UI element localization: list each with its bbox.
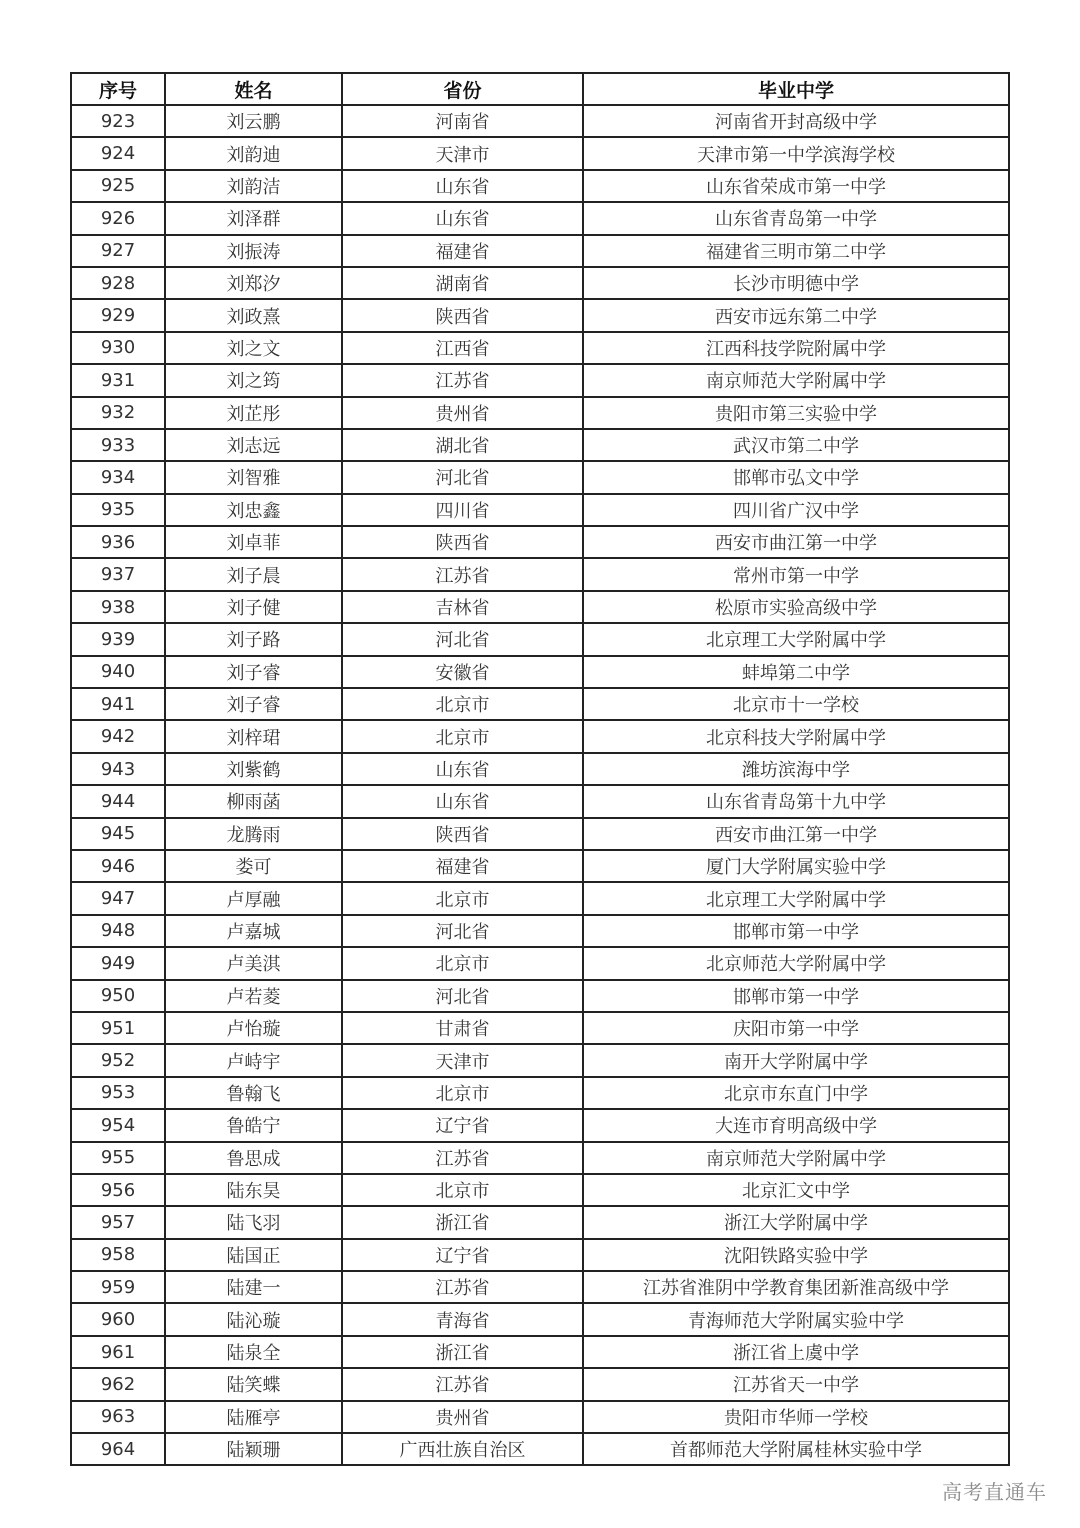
cell-serial-number: 947: [71, 882, 165, 914]
cell-high-school: 厦门大学附属实验中学: [583, 850, 1009, 882]
cell-serial-number: 964: [71, 1433, 165, 1465]
cell-name: 陆雁亭: [165, 1401, 342, 1433]
cell-province: 北京市: [342, 1174, 583, 1206]
table-row: [71, 1303, 1009, 1335]
cell-province: 贵州省: [342, 1401, 583, 1433]
table-row: [71, 850, 1009, 882]
table-row: [71, 494, 1009, 526]
table-row: [71, 137, 1009, 169]
cell-name: 卢峙宇: [165, 1044, 342, 1076]
cell-province: 山东省: [342, 785, 583, 817]
table-row: [71, 1174, 1009, 1206]
cell-province: 辽宁省: [342, 1109, 583, 1141]
cell-province: 江苏省: [342, 1142, 583, 1174]
cell-serial-number: 958: [71, 1239, 165, 1271]
cell-province: 福建省: [342, 235, 583, 267]
cell-high-school: 江西科技学院附属中学: [583, 332, 1009, 364]
cell-high-school: 浙江大学附属中学: [583, 1206, 1009, 1238]
table-row: [71, 202, 1009, 234]
cell-province: 福建省: [342, 850, 583, 882]
table-row: [71, 332, 1009, 364]
cell-high-school: 江苏省天一中学: [583, 1368, 1009, 1400]
cell-high-school: 西安市曲江第一中学: [583, 526, 1009, 558]
table-row: [71, 753, 1009, 785]
cell-serial-number: 939: [71, 623, 165, 655]
cell-serial-number: 931: [71, 364, 165, 396]
cell-serial-number: 934: [71, 461, 165, 493]
cell-high-school: 西安市远东第二中学: [583, 299, 1009, 331]
table-row: [71, 818, 1009, 850]
cell-province: 广西壮族自治区: [342, 1433, 583, 1465]
cell-name: 刘卓菲: [165, 526, 342, 558]
table-row: [71, 980, 1009, 1012]
cell-serial-number: 930: [71, 332, 165, 364]
cell-high-school: 长沙市明德中学: [583, 267, 1009, 299]
cell-high-school: 北京市十一学校: [583, 688, 1009, 720]
cell-high-school: 山东省青岛第一中学: [583, 202, 1009, 234]
cell-serial-number: 936: [71, 526, 165, 558]
cell-province: 河北省: [342, 915, 583, 947]
cell-name: 刘政熹: [165, 299, 342, 331]
table-row: [71, 623, 1009, 655]
cell-high-school: 北京汇文中学: [583, 1174, 1009, 1206]
header-name: 姓名: [165, 73, 342, 105]
table-row: [71, 235, 1009, 267]
table-row: [71, 720, 1009, 752]
cell-high-school: 天津市第一中学滨海学校: [583, 137, 1009, 169]
table-row: [71, 364, 1009, 396]
cell-province: 湖南省: [342, 267, 583, 299]
cell-province: 河南省: [342, 105, 583, 137]
cell-name: 刘芷彤: [165, 397, 342, 429]
cell-high-school: 福建省三明市第二中学: [583, 235, 1009, 267]
cell-name: 陆泉全: [165, 1336, 342, 1368]
table-row: [71, 299, 1009, 331]
cell-province: 北京市: [342, 882, 583, 914]
cell-high-school: 南京师范大学附属中学: [583, 364, 1009, 396]
cell-name: 刘志远: [165, 429, 342, 461]
cell-high-school: 潍坊滨海中学: [583, 753, 1009, 785]
cell-name: 卢若菱: [165, 980, 342, 1012]
cell-serial-number: 932: [71, 397, 165, 429]
table-row: [71, 1433, 1009, 1465]
cell-province: 天津市: [342, 1044, 583, 1076]
cell-high-school: 北京科技大学附属中学: [583, 720, 1009, 752]
cell-serial-number: 962: [71, 1368, 165, 1400]
cell-serial-number: 950: [71, 980, 165, 1012]
header-serial-number: 序号: [71, 73, 165, 105]
table-row: [71, 1077, 1009, 1109]
cell-province: 山东省: [342, 202, 583, 234]
table-row: [71, 461, 1009, 493]
cell-province: 河北省: [342, 461, 583, 493]
cell-serial-number: 949: [71, 947, 165, 979]
cell-high-school: 江苏省淮阴中学教育集团新淮高级中学: [583, 1271, 1009, 1303]
cell-high-school: 常州市第一中学: [583, 558, 1009, 590]
cell-high-school: 四川省广汉中学: [583, 494, 1009, 526]
cell-province: 北京市: [342, 688, 583, 720]
cell-province: 青海省: [342, 1303, 583, 1335]
table-row: [71, 397, 1009, 429]
cell-serial-number: 928: [71, 267, 165, 299]
cell-name: 刘紫鹤: [165, 753, 342, 785]
cell-high-school: 北京理工大学附属中学: [583, 882, 1009, 914]
cell-high-school: 大连市育明高级中学: [583, 1109, 1009, 1141]
cell-province: 陕西省: [342, 818, 583, 850]
cell-province: 江苏省: [342, 558, 583, 590]
cell-serial-number: 959: [71, 1271, 165, 1303]
cell-name: 陆笑蝶: [165, 1368, 342, 1400]
header-high-school: 毕业中学: [583, 73, 1009, 105]
cell-name: 陆国正: [165, 1239, 342, 1271]
cell-high-school: 山东省青岛第十九中学: [583, 785, 1009, 817]
cell-name: 刘子睿: [165, 656, 342, 688]
cell-serial-number: 923: [71, 105, 165, 137]
cell-serial-number: 960: [71, 1303, 165, 1335]
cell-high-school: 贵阳市华师一学校: [583, 1401, 1009, 1433]
cell-province: 陕西省: [342, 526, 583, 558]
cell-province: 浙江省: [342, 1336, 583, 1368]
table-row: [71, 1109, 1009, 1141]
table-row: [71, 882, 1009, 914]
header-province: 省份: [342, 73, 583, 105]
cell-serial-number: 943: [71, 753, 165, 785]
cell-province: 安徽省: [342, 656, 583, 688]
cell-province: 江苏省: [342, 1271, 583, 1303]
cell-high-school: 邯郸市第一中学: [583, 915, 1009, 947]
table-row: [71, 1271, 1009, 1303]
table-row: [71, 1044, 1009, 1076]
cell-high-school: 蚌埠第二中学: [583, 656, 1009, 688]
cell-name: 刘子睿: [165, 688, 342, 720]
cell-province: 河北省: [342, 980, 583, 1012]
cell-serial-number: 935: [71, 494, 165, 526]
cell-name: 鲁皓宁: [165, 1109, 342, 1141]
cell-name: 陆沁璇: [165, 1303, 342, 1335]
cell-serial-number: 954: [71, 1109, 165, 1141]
cell-high-school: 山东省荣成市第一中学: [583, 170, 1009, 202]
cell-high-school: 北京师范大学附属中学: [583, 947, 1009, 979]
cell-province: 甘肃省: [342, 1012, 583, 1044]
cell-serial-number: 942: [71, 720, 165, 752]
table-row: [71, 170, 1009, 202]
cell-serial-number: 945: [71, 818, 165, 850]
table-row: [71, 1206, 1009, 1238]
cell-province: 浙江省: [342, 1206, 583, 1238]
cell-high-school: 北京理工大学附属中学: [583, 623, 1009, 655]
cell-name: 娄可: [165, 850, 342, 882]
table-body: [71, 105, 1009, 1465]
cell-province: 河北省: [342, 623, 583, 655]
cell-serial-number: 952: [71, 1044, 165, 1076]
cell-high-school: 河南省开封高级中学: [583, 105, 1009, 137]
cell-serial-number: 925: [71, 170, 165, 202]
cell-serial-number: 944: [71, 785, 165, 817]
cell-province: 山东省: [342, 753, 583, 785]
cell-province: 湖北省: [342, 429, 583, 461]
cell-name: 龙腾雨: [165, 818, 342, 850]
cell-serial-number: 926: [71, 202, 165, 234]
cell-province: 四川省: [342, 494, 583, 526]
cell-name: 刘泽群: [165, 202, 342, 234]
cell-name: 刘之文: [165, 332, 342, 364]
cell-name: 卢嘉城: [165, 915, 342, 947]
table-row: [71, 105, 1009, 137]
cell-name: 陆颖珊: [165, 1433, 342, 1465]
cell-high-school: 沈阳铁路实验中学: [583, 1239, 1009, 1271]
table-row: [71, 1368, 1009, 1400]
cell-serial-number: 953: [71, 1077, 165, 1109]
cell-high-school: 西安市曲江第一中学: [583, 818, 1009, 850]
cell-serial-number: 937: [71, 558, 165, 590]
cell-serial-number: 938: [71, 591, 165, 623]
cell-high-school: 青海师范大学附属实验中学: [583, 1303, 1009, 1335]
cell-province: 北京市: [342, 720, 583, 752]
cell-province: 江苏省: [342, 364, 583, 396]
cell-serial-number: 927: [71, 235, 165, 267]
cell-high-school: 邯郸市第一中学: [583, 980, 1009, 1012]
cell-high-school: 首都师范大学附属桂林实验中学: [583, 1433, 1009, 1465]
cell-serial-number: 924: [71, 137, 165, 169]
cell-name: 陆飞羽: [165, 1206, 342, 1238]
cell-serial-number: 946: [71, 850, 165, 882]
table-row: [71, 688, 1009, 720]
cell-name: 刘之筠: [165, 364, 342, 396]
cell-name: 刘韵洁: [165, 170, 342, 202]
cell-name: 刘子路: [165, 623, 342, 655]
cell-high-school: 浙江省上虞中学: [583, 1336, 1009, 1368]
cell-name: 刘郑汐: [165, 267, 342, 299]
cell-name: 卢厚融: [165, 882, 342, 914]
cell-serial-number: 956: [71, 1174, 165, 1206]
cell-high-school: 松原市实验高级中学: [583, 591, 1009, 623]
cell-province: 江苏省: [342, 1368, 583, 1400]
cell-province: 山东省: [342, 170, 583, 202]
table-row: [71, 1142, 1009, 1174]
watermark-text: 高考直通车: [942, 1480, 1047, 1504]
cell-name: 卢美淇: [165, 947, 342, 979]
cell-province: 吉林省: [342, 591, 583, 623]
cell-high-school: 南京师范大学附属中学: [583, 1142, 1009, 1174]
table-row: [71, 1336, 1009, 1368]
cell-serial-number: 955: [71, 1142, 165, 1174]
table-row: [71, 267, 1009, 299]
table-row: [71, 947, 1009, 979]
cell-province: 天津市: [342, 137, 583, 169]
cell-high-school: 贵阳市第三实验中学: [583, 397, 1009, 429]
cell-province: 北京市: [342, 947, 583, 979]
cell-serial-number: 948: [71, 915, 165, 947]
cell-name: 鲁思成: [165, 1142, 342, 1174]
table-row: [71, 1401, 1009, 1433]
cell-serial-number: 963: [71, 1401, 165, 1433]
cell-serial-number: 929: [71, 299, 165, 331]
cell-serial-number: 941: [71, 688, 165, 720]
cell-name: 鲁翰飞: [165, 1077, 342, 1109]
cell-name: 陆建一: [165, 1271, 342, 1303]
table-row: [71, 526, 1009, 558]
cell-serial-number: 940: [71, 656, 165, 688]
cell-high-school: 邯郸市弘文中学: [583, 461, 1009, 493]
cell-name: 刘梓珺: [165, 720, 342, 752]
table-row: [71, 429, 1009, 461]
cell-name: 柳雨菡: [165, 785, 342, 817]
cell-high-school: 北京市东直门中学: [583, 1077, 1009, 1109]
cell-province: 北京市: [342, 1077, 583, 1109]
table-header-row: [71, 73, 1009, 105]
table-row: [71, 558, 1009, 590]
table-row: [71, 915, 1009, 947]
cell-serial-number: 961: [71, 1336, 165, 1368]
cell-province: 陕西省: [342, 299, 583, 331]
cell-high-school: 武汉市第二中学: [583, 429, 1009, 461]
cell-name: 刘智雅: [165, 461, 342, 493]
cell-high-school: 南开大学附属中学: [583, 1044, 1009, 1076]
cell-province: 贵州省: [342, 397, 583, 429]
cell-name: 刘子健: [165, 591, 342, 623]
cell-serial-number: 933: [71, 429, 165, 461]
cell-name: 刘忠鑫: [165, 494, 342, 526]
table-row: [71, 591, 1009, 623]
admission-list-table-container: [70, 72, 1008, 1466]
cell-name: 刘振涛: [165, 235, 342, 267]
cell-name: 刘子晨: [165, 558, 342, 590]
table-row: [71, 1012, 1009, 1044]
cell-name: 刘云鹏: [165, 105, 342, 137]
table-row: [71, 785, 1009, 817]
cell-name: 陆东昊: [165, 1174, 342, 1206]
cell-serial-number: 951: [71, 1012, 165, 1044]
cell-high-school: 庆阳市第一中学: [583, 1012, 1009, 1044]
table-row: [71, 656, 1009, 688]
cell-serial-number: 957: [71, 1206, 165, 1238]
table-row: [71, 1239, 1009, 1271]
admission-list-table: [70, 72, 1010, 1466]
cell-province: 辽宁省: [342, 1239, 583, 1271]
cell-name: 卢怡璇: [165, 1012, 342, 1044]
cell-name: 刘韵迪: [165, 137, 342, 169]
cell-province: 江西省: [342, 332, 583, 364]
